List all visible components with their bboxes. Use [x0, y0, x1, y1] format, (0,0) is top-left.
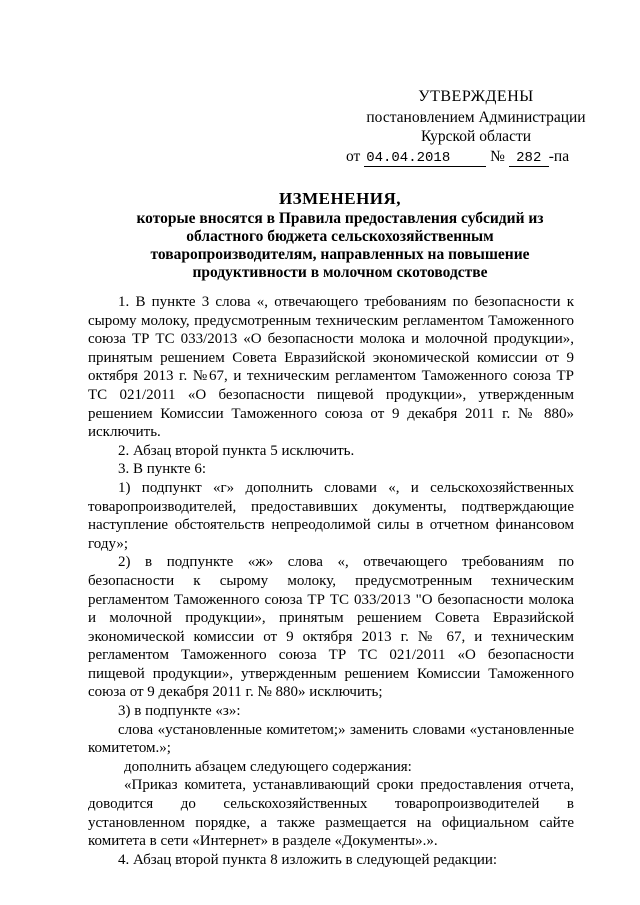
- heading-title: ИЗМЕНЕНИЯ,: [278, 189, 402, 208]
- number-prefix: №: [490, 148, 505, 165]
- number-suffix: -па: [548, 148, 570, 165]
- paragraph-2: 2. Абзац второй пункта 5 исключить.: [118, 442, 355, 459]
- document-body: [88, 293, 574, 869]
- heading-subtitle: которые вносятся в Правила предоставления субсидий из областного бюджета сельскохозяйственным товаропроизводителям, направленных на повышение продуктивности в молочном скотоводстве: [136, 210, 544, 281]
- paragraph-3-2: 2) в подпункте «ж» слова «, отвечающего требованиям по безопасности к сырому молоку, предусмотренным техническим регламентом Таможенного союза ТР ТС 033/2013 "О безопасности молока и молочной продукции», принятым решением Совета Евразийской экономической комиссии от 9 октября 2013 г. № 67, и техническим регламентом Таможенного союза ТР ТС 021/2011 «О безопасности пищевой продукции», утвержденным решением Комиссии Таможенного союза от 9 декабря 2011 г. № 880» исключить;: [88, 554, 574, 701]
- approval-block: [346, 87, 606, 167]
- paragraph-3-3-a: слова «установленные комитетом;» заменить словами «установленные комитетом.»;: [88, 721, 574, 757]
- date-prefix: от: [346, 148, 361, 165]
- paragraph-3-1: 1) подпункт «г» дополнить словами «, и сельскохозяйственных товаропроизводителей, предоставивших документы, подтверждающие наступление обстоятельств непреодолимой силы в отчетном финансовом году»;: [88, 479, 574, 552]
- paragraph-3-3-quote: «Приказ комитета, устанавливающий сроки предоставления отчета, доводится до сельскохозяйственных товаропроизводителей в установленном порядке, а также размещается на официальном сайте комитета в сети «Интернет» в разделе «Документы».».: [88, 777, 574, 850]
- approval-line-2: Курской области: [420, 128, 532, 145]
- paragraph-4: 4. Абзац второй пункта 8 изложить в следующей редакции:: [118, 851, 498, 868]
- paragraph-3-3: 3) в подпункте «з»:: [118, 703, 241, 720]
- approval-line-1: постановлением Администрации: [366, 109, 586, 126]
- paragraph-3-3-b: дополнить абзацем следующего содержания:: [124, 758, 412, 775]
- approval-title: УТВЕРЖДЕНЫ: [418, 88, 534, 105]
- approval-number-value: 282: [516, 150, 542, 166]
- approval-date: [364, 151, 486, 167]
- document-heading: [120, 190, 560, 282]
- paragraph-1: 1. В пункте 3 слова «, отвечающего требованиям по безопасности к сырому молоку, предусмотренным техническим регламентом Таможенного союза ТР ТС 033/2013 «О безопасности молока и молочной продукции», принятым решением Совета Евразийской экономической комиссии от 9 октября 2013 г. №67, и техническим регламентом Таможенного союза ТР ТС 021/2011 «О безопасности пищевой продукции», утвержденным решением Комиссии Таможенного союза от 9 декабря 2011 г. № 880» исключить.: [88, 294, 574, 441]
- approval-date-value: 04.04.2018: [366, 150, 451, 166]
- approval-date-line: [346, 147, 606, 167]
- paragraph-3: 3. В пункте 6:: [118, 461, 207, 478]
- approval-number: [509, 151, 549, 167]
